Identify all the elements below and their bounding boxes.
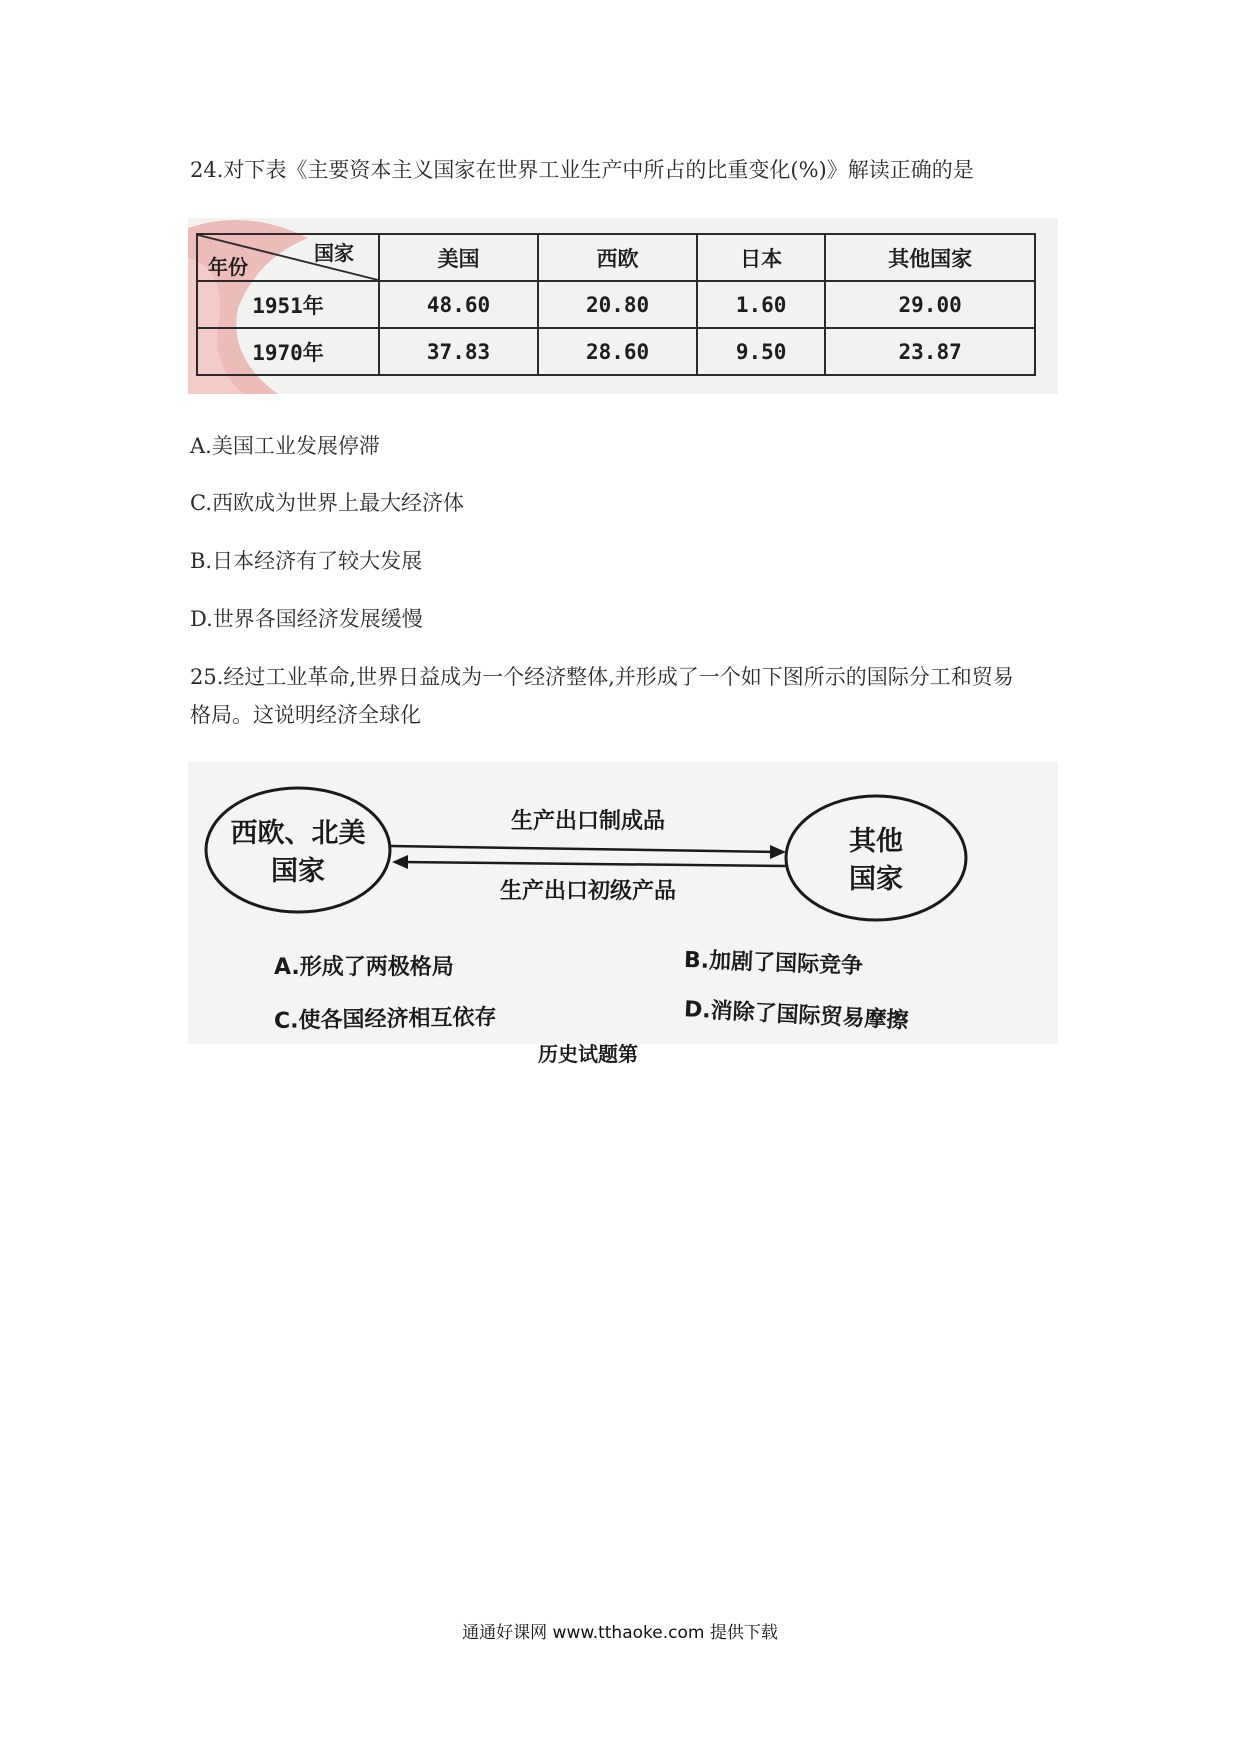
q25-option-a: A.形成了两极格局 — [274, 955, 454, 980]
column-header: 日本 — [697, 234, 825, 281]
column-header: 西欧 — [538, 234, 697, 281]
arrow-right-head-icon — [770, 845, 786, 859]
table-cell: 28.60 — [538, 328, 697, 375]
left-node-line2: 国家 — [271, 856, 325, 887]
table-header-row — [197, 234, 1035, 281]
q24-option-c: C.西欧成为世界上最大经济体 — [190, 491, 464, 515]
q24-option-d: D.世界各国经济发展缓慢 — [190, 607, 423, 631]
left-node-line1: 西欧、北美 — [230, 818, 366, 849]
table-cell: 20.80 — [538, 281, 697, 328]
table-cell: 23.87 — [825, 328, 1035, 375]
table-cell: 9.50 — [697, 328, 825, 375]
column-header: 其他国家 — [825, 234, 1035, 281]
row-year-cell: 1951年 — [197, 281, 379, 328]
arrow-left-head-icon — [392, 855, 408, 869]
table-row — [197, 281, 1035, 328]
q25-option-b: B.加剧了国际竞争 — [683, 947, 864, 980]
column-header: 美国 — [379, 234, 538, 281]
import-arrow-line — [400, 862, 786, 866]
arrow-right-label: 生产出口制成品 — [510, 809, 666, 834]
q25-option-d: D.消除了国际贸易摩擦 — [683, 997, 910, 1034]
header-year-label: 年份 — [208, 255, 248, 279]
table-cell: 29.00 — [825, 281, 1035, 328]
q24-table-image — [188, 218, 1058, 394]
left-node-ellipse — [206, 788, 390, 912]
right-node-line1: 其他 — [849, 826, 903, 857]
page-footer: 通通好课网 www.tthaoke.com 提供下载 — [462, 1623, 778, 1643]
industry-share-table — [196, 233, 1036, 376]
right-node-ellipse — [786, 796, 966, 920]
table-row — [197, 328, 1035, 375]
q25-stem-line2: 格局。这说明经济全球化 — [190, 703, 421, 727]
q24-stem: 24.对下表《主要资本主义国家在世界工业生产中所占的比重变化(%)》解读正确的是 — [190, 158, 974, 182]
q24-option-a: A.美国工业发展停滞 — [190, 434, 380, 458]
row-year-cell: 1970年 — [197, 328, 379, 375]
q25-diagram-image — [188, 762, 1058, 1066]
cutoff-footer-text: 历史试题第 — [538, 1042, 638, 1066]
table-cell: 37.83 — [379, 328, 538, 375]
q25-stem-line1: 25.经过工业革命,世界日益成为一个经济整体,并形成了一个如下图所示的国际分工和贸易 — [190, 665, 1014, 689]
q25-option-c: C.使各国经济相互依存 — [273, 1005, 497, 1034]
arrow-left-label: 生产出口初级产品 — [499, 879, 677, 904]
right-node-line2: 国家 — [849, 864, 903, 895]
export-arrow-line — [390, 846, 778, 852]
table-cell: 48.60 — [379, 281, 538, 328]
q24-option-b: B.日本经济有了较大发展 — [190, 549, 423, 573]
header-country-label: 国家 — [314, 241, 354, 265]
table-cell: 1.60 — [697, 281, 825, 328]
trade-diagram — [188, 762, 1058, 1044]
header-diagonal-cell — [197, 234, 379, 281]
